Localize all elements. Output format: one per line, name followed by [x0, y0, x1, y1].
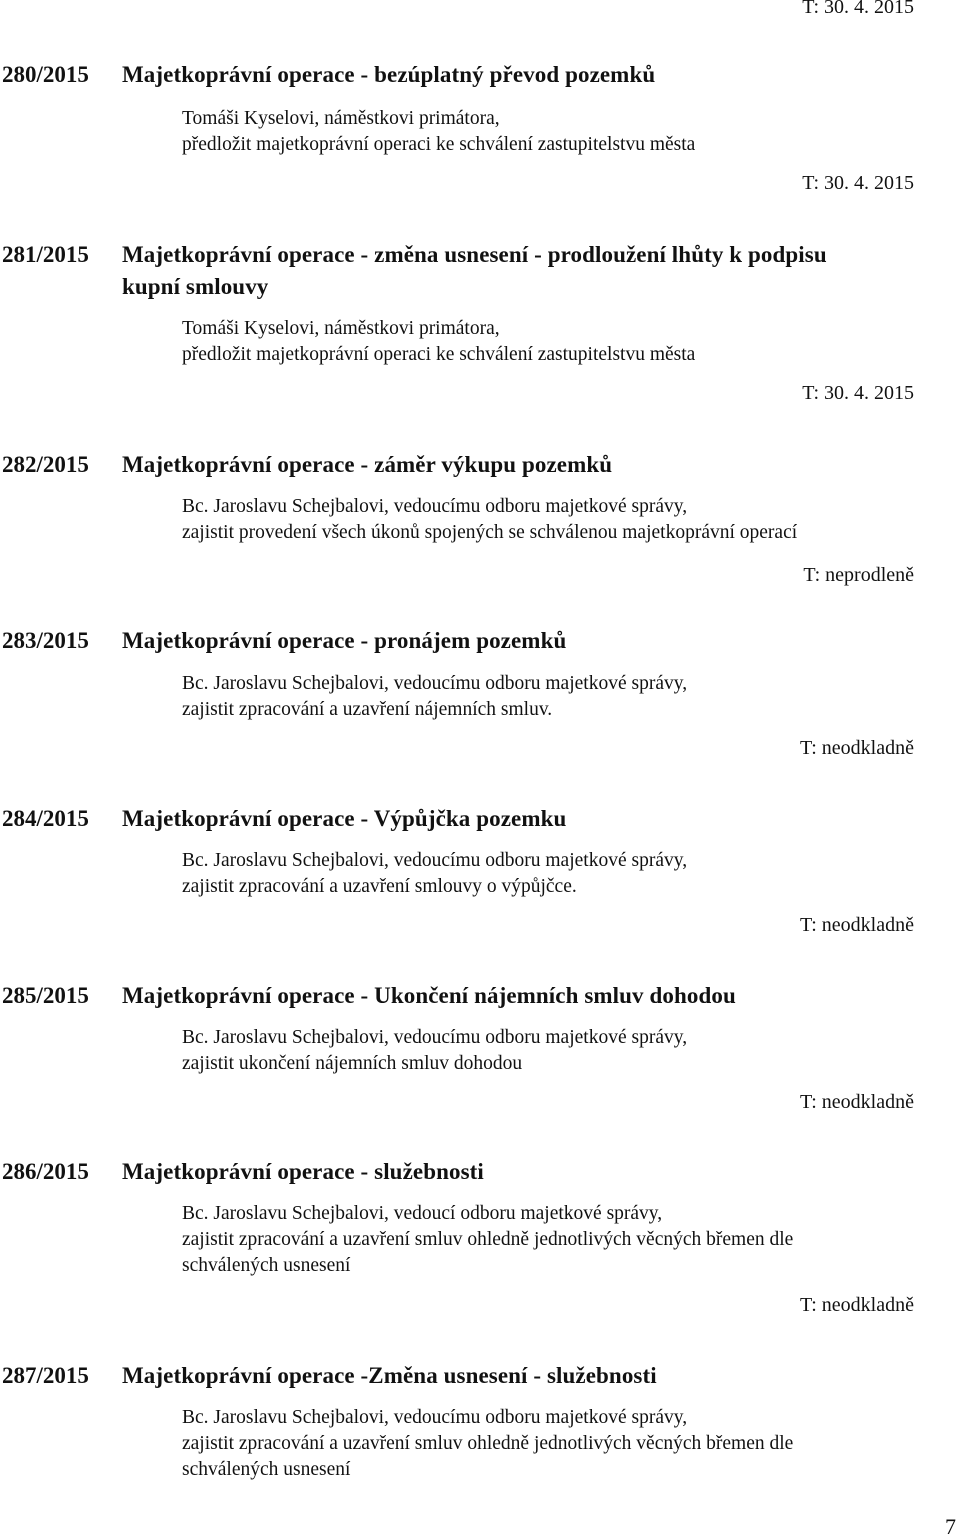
resolution-title-284: Majetkoprávní operace - Výpůjčka pozemku	[122, 806, 567, 831]
task-line-280: předložit majetkoprávní operaci ke schválení zastupitelstvu města	[182, 134, 696, 155]
resolution-number-283: 283/2015	[2, 628, 89, 653]
assignee-line-287: Bc. Jaroslavu Schejbalovi, vedoucímu odboru majetkové správy,	[182, 1407, 688, 1428]
resolution-title-283: Majetkoprávní operace - pronájem pozemků	[122, 628, 567, 653]
task-line-283: zajistit zpracování a uzavření nájemních smluv.	[182, 699, 553, 720]
resolution-number-280: 280/2015	[2, 62, 89, 87]
deadline-top: T: 30. 4. 2015	[802, 0, 914, 18]
deadline-280: T: 30. 4. 2015	[802, 172, 914, 194]
resolution-title-286: Majetkoprávní operace - služebnosti	[122, 1159, 484, 1184]
assignee-line-286: Bc. Jaroslavu Schejbalovi, vedoucí odboru majetkové správy,	[182, 1203, 663, 1224]
task-line-286: zajistit zpracování a uzavření smluv ohledně jednotlivých věcných břemen dle	[182, 1229, 794, 1250]
deadline-283: T: neodkladně	[800, 737, 914, 759]
resolution-title-282: Majetkoprávní operace - záměr výkupu pozemků	[122, 452, 613, 477]
task-line-287: zajistit zpracování a uzavření smluv ohledně jednotlivých věcných břemen dle	[182, 1433, 794, 1454]
resolution-title-285: Majetkoprávní operace - Ukončení nájemních smluv dohodou	[122, 983, 736, 1008]
task-line-285: zajistit ukončení nájemních smluv dohodou	[182, 1053, 523, 1074]
resolution-title-281-line2: kupní smlouvy	[122, 274, 269, 299]
deadline-286: T: neodkladně	[800, 1294, 914, 1316]
task-line-287-cont: schválených usnesení	[182, 1459, 351, 1480]
task-line-286-cont: schválených usnesení	[182, 1255, 351, 1276]
deadline-281: T: 30. 4. 2015	[802, 382, 914, 404]
resolution-title-280: Majetkoprávní operace - bezúplatný převod pozemků	[122, 62, 656, 87]
assignee-line-285: Bc. Jaroslavu Schejbalovi, vedoucímu odboru majetkové správy,	[182, 1027, 688, 1048]
resolution-number-281: 281/2015	[2, 242, 89, 267]
resolution-title-281: Majetkoprávní operace - změna usnesení - prodloužení lhůty k podpisu	[122, 242, 827, 267]
assignee-line-283: Bc. Jaroslavu Schejbalovi, vedoucímu odboru majetkové správy,	[182, 673, 688, 694]
resolution-title-287: Majetkoprávní operace -Změna usnesení - služebnosti	[122, 1363, 657, 1388]
task-line-281: předložit majetkoprávní operaci ke schválení zastupitelstvu města	[182, 344, 696, 365]
resolution-number-282: 282/2015	[2, 452, 89, 477]
assignee-line-280: Tomáši Kyselovi, náměstkovi primátora,	[182, 108, 500, 129]
deadline-282: T: neprodleně	[803, 564, 914, 586]
task-line-284: zajistit zpracování a uzavření smlouvy o výpůjčce.	[182, 876, 577, 897]
page-number: 7	[945, 1514, 956, 1539]
deadline-285: T: neodkladně	[800, 1091, 914, 1113]
resolution-number-286: 286/2015	[2, 1159, 89, 1184]
task-line-282: zajistit provedení všech úkonů spojených se schválenou majetkoprávní operací	[182, 522, 798, 543]
assignee-line-281: Tomáši Kyselovi, náměstkovi primátora,	[182, 318, 500, 339]
resolution-number-285: 285/2015	[2, 983, 89, 1008]
assignee-line-282: Bc. Jaroslavu Schejbalovi, vedoucímu odboru majetkové správy,	[182, 496, 688, 517]
deadline-284: T: neodkladně	[800, 914, 914, 936]
resolution-number-284: 284/2015	[2, 806, 89, 831]
resolution-number-287: 287/2015	[2, 1363, 89, 1388]
assignee-line-284: Bc. Jaroslavu Schejbalovi, vedoucímu odboru majetkové správy,	[182, 850, 688, 871]
